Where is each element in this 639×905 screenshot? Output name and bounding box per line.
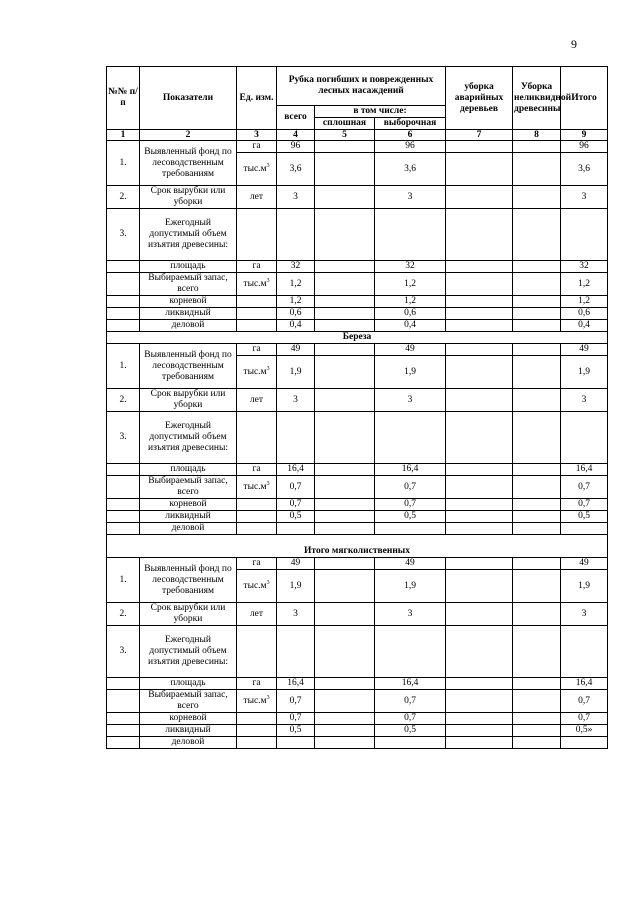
value-itogo: [561, 523, 608, 535]
empty-cell: [561, 209, 608, 261]
empty-cell: [561, 412, 608, 464]
value-itogo: 3: [561, 603, 608, 626]
header-selective: выборочная: [375, 118, 446, 130]
row-number: [107, 296, 140, 308]
value-solid: [315, 725, 375, 737]
unit: [237, 356, 277, 389]
value-itogo: 49: [561, 558, 608, 570]
value-itogo: 1,2: [561, 273, 608, 296]
value-emergency: [446, 389, 513, 412]
value-total: 49: [277, 558, 315, 570]
value-total: 1,9: [277, 356, 315, 389]
value-itogo: 0,5»: [561, 725, 608, 737]
value-itogo: 16,4: [561, 464, 608, 476]
label-area: площадь: [140, 464, 237, 476]
unit: [237, 713, 277, 725]
value-selective: 0,7: [375, 690, 446, 713]
header-indicators: Показатели: [140, 67, 237, 130]
label-root: корневой: [140, 713, 237, 725]
unit-label: тыс.м: [243, 695, 267, 706]
value-emergency: [446, 570, 513, 603]
empty-cell: [237, 626, 277, 678]
value-selective: 3,6: [375, 153, 446, 186]
row-number: 1.: [107, 141, 140, 186]
table-row: [107, 261, 608, 273]
value-total: 32: [277, 261, 315, 273]
value-itogo: 0,7: [561, 690, 608, 713]
value-emergency: [446, 737, 513, 749]
unit: [237, 511, 277, 523]
value-itogo: 0,7: [561, 499, 608, 511]
label-term: Срок вырубки или уборки: [140, 389, 237, 412]
label-annual: Ежегодный допустимый объем изъятия древесины:: [140, 209, 237, 261]
label-annual: Ежегодный допустимый объем изъятия древесины:: [140, 626, 237, 678]
empty-cell: [315, 209, 375, 261]
label-area: площадь: [140, 678, 237, 690]
value-solid: [315, 308, 375, 320]
value-solid: [315, 499, 375, 511]
value-illiquid: [513, 296, 561, 308]
empty-cell: [315, 626, 375, 678]
unit: га: [237, 141, 277, 153]
unit: га: [237, 344, 277, 356]
row-number: 3.: [107, 626, 140, 678]
col-num: 7: [446, 130, 513, 141]
unit: [237, 523, 277, 535]
table-row: [107, 737, 608, 749]
empty-cell: [277, 626, 315, 678]
unit: га: [237, 261, 277, 273]
table-row: [107, 332, 608, 344]
empty-cell: [446, 626, 513, 678]
table-row: [107, 141, 608, 153]
unit-superscript: 3: [266, 480, 270, 487]
label-liquid: ликвидный: [140, 725, 237, 737]
value-illiquid: [513, 141, 561, 153]
row-number: [107, 464, 140, 476]
value-selective: 1,2: [375, 296, 446, 308]
col-num: 5: [315, 130, 375, 141]
value-selective: 0,7: [375, 476, 446, 499]
label-annual: Ежегодный допустимый объем изъятия древесины:: [140, 412, 237, 464]
value-selective: 49: [375, 344, 446, 356]
row-number: [107, 523, 140, 535]
value-itogo: 0,5: [561, 511, 608, 523]
value-solid: [315, 153, 375, 186]
value-total: 0,6: [277, 308, 315, 320]
value-solid: [315, 690, 375, 713]
value-emergency: [446, 141, 513, 153]
unit: [237, 690, 277, 713]
value-selective: 16,4: [375, 678, 446, 690]
value-selective: 16,4: [375, 464, 446, 476]
value-illiquid: [513, 320, 561, 332]
value-total: 0,7: [277, 476, 315, 499]
value-total: [277, 523, 315, 535]
empty-cell: [375, 412, 446, 464]
value-selective: [375, 737, 446, 749]
empty-cell: [375, 626, 446, 678]
value-total: [277, 737, 315, 749]
table-row: [107, 690, 608, 713]
label-found-fund: Выявленный фонд по лесоводственным требованиям: [140, 344, 237, 389]
row-number: [107, 725, 140, 737]
empty-cell: [237, 412, 277, 464]
value-illiquid: [513, 273, 561, 296]
value-selective: 0,5: [375, 725, 446, 737]
unit-label: тыс.м: [243, 366, 267, 377]
value-emergency: [446, 725, 513, 737]
value-itogo: 0,6: [561, 308, 608, 320]
value-illiquid: [513, 690, 561, 713]
value-illiquid: [513, 464, 561, 476]
empty-cell: [277, 209, 315, 261]
value-selective: 0,4: [375, 320, 446, 332]
unit-superscript: 3: [266, 579, 270, 586]
unit: [237, 320, 277, 332]
header-solid: сплошная: [315, 118, 375, 130]
row-number: 2.: [107, 603, 140, 626]
value-selective: 0,6: [375, 308, 446, 320]
table-row: [107, 296, 608, 308]
value-solid: [315, 570, 375, 603]
unit: лет: [237, 389, 277, 412]
label-business: деловой: [140, 737, 237, 749]
value-illiquid: [513, 153, 561, 186]
value-itogo: 0,7: [561, 476, 608, 499]
value-emergency: [446, 690, 513, 713]
unit-label: тыс.м: [243, 580, 267, 591]
row-number: [107, 320, 140, 332]
value-illiquid: [513, 389, 561, 412]
value-solid: [315, 356, 375, 389]
header-all: всего: [277, 106, 315, 130]
empty-cell: [513, 626, 561, 678]
row-number: [107, 273, 140, 296]
unit: га: [237, 558, 277, 570]
table-row: [107, 603, 608, 626]
value-solid: [315, 558, 375, 570]
label-found-fund: Выявленный фонд по лесоводственным требованиям: [140, 141, 237, 186]
label-stock: Выбираемый запас, всего: [140, 273, 237, 296]
value-total: 0,7: [277, 713, 315, 725]
value-solid: [315, 141, 375, 153]
header-illiquid-wood: Уборка неликвидной древесины: [513, 67, 561, 130]
value-itogo: 32: [561, 261, 608, 273]
value-solid: [315, 389, 375, 412]
value-illiquid: [513, 261, 561, 273]
value-total: 1,9: [277, 570, 315, 603]
empty-cell: [315, 412, 375, 464]
value-itogo: 0,4: [561, 320, 608, 332]
value-emergency: [446, 558, 513, 570]
value-illiquid: [513, 725, 561, 737]
table-row: [107, 209, 608, 261]
value-total: 0,5: [277, 511, 315, 523]
value-total: 0,4: [277, 320, 315, 332]
unit: [237, 737, 277, 749]
unit-superscript: 3: [266, 365, 270, 372]
value-total: 3: [277, 603, 315, 626]
unit-label: тыс.м: [243, 278, 267, 289]
row-number: 1.: [107, 558, 140, 603]
table-row: [107, 186, 608, 209]
row-number: [107, 308, 140, 320]
value-itogo: 96: [561, 141, 608, 153]
value-solid: [315, 344, 375, 356]
empty-cell: [561, 626, 608, 678]
label-business: деловой: [140, 320, 237, 332]
value-emergency: [446, 476, 513, 499]
empty-cell: [513, 209, 561, 261]
table-row: [107, 308, 608, 320]
value-emergency: [446, 261, 513, 273]
value-itogo: 3,6: [561, 153, 608, 186]
felling-table: [106, 66, 608, 749]
table-row: [107, 713, 608, 725]
header-number: №№ п/п: [107, 67, 140, 130]
unit-label: тыс.м: [243, 481, 267, 492]
row-number: [107, 678, 140, 690]
value-selective: 32: [375, 261, 446, 273]
empty-cell: [513, 412, 561, 464]
value-itogo: 3: [561, 186, 608, 209]
row-number: 1.: [107, 344, 140, 389]
row-number: [107, 476, 140, 499]
value-solid: [315, 523, 375, 535]
value-total: 0,7: [277, 690, 315, 713]
value-solid: [315, 713, 375, 725]
value-emergency: [446, 603, 513, 626]
header-including: в том числе:: [315, 106, 446, 118]
value-emergency: [446, 523, 513, 535]
value-total: 49: [277, 344, 315, 356]
value-total: 1,2: [277, 296, 315, 308]
value-total: 16,4: [277, 678, 315, 690]
table-row: [107, 476, 608, 499]
header-total: Итого: [561, 67, 608, 130]
value-solid: [315, 273, 375, 296]
header-felling-group: Рубка погибших и поврежденных лесных насаждений: [277, 67, 446, 106]
value-total: 3: [277, 389, 315, 412]
value-solid: [315, 320, 375, 332]
value-total: 0,7: [277, 499, 315, 511]
value-illiquid: [513, 356, 561, 389]
value-selective: 0,7: [375, 713, 446, 725]
value-illiquid: [513, 308, 561, 320]
col-num: 2: [140, 130, 237, 141]
value-selective: 1,2: [375, 273, 446, 296]
section-title: Береза: [107, 332, 608, 344]
value-emergency: [446, 344, 513, 356]
row-number: 2.: [107, 186, 140, 209]
header-emergency-trees: уборка аварийных деревьев: [446, 67, 513, 130]
value-solid: [315, 603, 375, 626]
label-root: корневой: [140, 296, 237, 308]
unit: [237, 153, 277, 186]
row-number: [107, 713, 140, 725]
value-solid: [315, 464, 375, 476]
value-total: 16,4: [277, 464, 315, 476]
value-emergency: [446, 499, 513, 511]
value-emergency: [446, 296, 513, 308]
value-emergency: [446, 511, 513, 523]
value-illiquid: [513, 499, 561, 511]
unit-superscript: 3: [266, 277, 270, 284]
row-number: [107, 737, 140, 749]
value-illiquid: [513, 344, 561, 356]
value-emergency: [446, 678, 513, 690]
value-itogo: 16,4: [561, 678, 608, 690]
value-illiquid: [513, 678, 561, 690]
col-num: 9: [561, 130, 608, 141]
value-selective: 49: [375, 558, 446, 570]
value-illiquid: [513, 511, 561, 523]
empty-cell: [375, 209, 446, 261]
value-solid: [315, 476, 375, 499]
unit: [237, 273, 277, 296]
value-itogo: [561, 737, 608, 749]
table-row: [107, 464, 608, 476]
value-itogo: 1,2: [561, 296, 608, 308]
table-row: [107, 412, 608, 464]
value-total: 0,5: [277, 725, 315, 737]
table-row: [107, 511, 608, 523]
table-row: [107, 725, 608, 737]
empty-cell: [446, 209, 513, 261]
header-unit: Ед. изм.: [237, 67, 277, 130]
value-itogo: 1,9: [561, 570, 608, 603]
value-emergency: [446, 308, 513, 320]
row-number: 3.: [107, 209, 140, 261]
col-num: 3: [237, 130, 277, 141]
unit-superscript: 3: [266, 162, 270, 169]
col-num: 1: [107, 130, 140, 141]
label-stock: Выбираемый запас, всего: [140, 690, 237, 713]
table-row: [107, 535, 608, 558]
value-illiquid: [513, 737, 561, 749]
table-row: [107, 678, 608, 690]
row-number: 2.: [107, 389, 140, 412]
value-illiquid: [513, 603, 561, 626]
unit: га: [237, 464, 277, 476]
value-itogo: 0,7: [561, 713, 608, 725]
unit: [237, 499, 277, 511]
unit: лет: [237, 186, 277, 209]
label-root: корневой: [140, 499, 237, 511]
row-number: [107, 261, 140, 273]
value-selective: 0,7: [375, 499, 446, 511]
label-liquid: ликвидный: [140, 511, 237, 523]
label-term: Срок вырубки или уборки: [140, 186, 237, 209]
empty-cell: [277, 412, 315, 464]
unit: [237, 296, 277, 308]
value-emergency: [446, 464, 513, 476]
value-emergency: [446, 356, 513, 389]
value-illiquid: [513, 523, 561, 535]
value-selective: [375, 523, 446, 535]
table-row: [107, 626, 608, 678]
label-area: площадь: [140, 261, 237, 273]
table-row: [107, 523, 608, 535]
value-illiquid: [513, 713, 561, 725]
unit-superscript: 3: [266, 694, 270, 701]
unit: га: [237, 678, 277, 690]
table-row: [107, 389, 608, 412]
value-selective: 1,9: [375, 570, 446, 603]
value-emergency: [446, 273, 513, 296]
row-number: 3.: [107, 412, 140, 464]
value-total: 96: [277, 141, 315, 153]
value-solid: [315, 511, 375, 523]
value-illiquid: [513, 476, 561, 499]
value-itogo: 49: [561, 344, 608, 356]
value-solid: [315, 737, 375, 749]
value-selective: 3: [375, 389, 446, 412]
value-solid: [315, 678, 375, 690]
row-number: [107, 511, 140, 523]
value-solid: [315, 296, 375, 308]
label-found-fund: Выявленный фонд по лесоводственным требованиям: [140, 558, 237, 603]
col-num: 4: [277, 130, 315, 141]
value-illiquid: [513, 570, 561, 603]
table-row: [107, 558, 608, 570]
label-stock: Выбираемый запас, всего: [140, 476, 237, 499]
value-emergency: [446, 153, 513, 186]
value-illiquid: [513, 558, 561, 570]
empty-cell: [446, 412, 513, 464]
unit: [237, 725, 277, 737]
label-liquid: ликвидный: [140, 308, 237, 320]
table-row: [107, 499, 608, 511]
value-itogo: 1,9: [561, 356, 608, 389]
value-itogo: 3: [561, 389, 608, 412]
unit-label: тыс.м: [243, 163, 267, 174]
value-illiquid: [513, 186, 561, 209]
value-total: 3,6: [277, 153, 315, 186]
value-selective: 96: [375, 141, 446, 153]
label-business: деловой: [140, 523, 237, 535]
value-emergency: [446, 713, 513, 725]
value-total: 3: [277, 186, 315, 209]
unit: [237, 570, 277, 603]
page-number: 9: [571, 37, 577, 51]
col-num: 8: [513, 130, 561, 141]
value-selective: 1,9: [375, 356, 446, 389]
value-emergency: [446, 320, 513, 332]
row-number: [107, 499, 140, 511]
value-solid: [315, 261, 375, 273]
value-total: 1,2: [277, 273, 315, 296]
unit: лет: [237, 603, 277, 626]
table-row: [107, 320, 608, 332]
empty-cell: [237, 209, 277, 261]
value-selective: 3: [375, 603, 446, 626]
label-term: Срок вырубки или уборки: [140, 603, 237, 626]
value-selective: 0,5: [375, 511, 446, 523]
value-emergency: [446, 186, 513, 209]
section-title: Итого мягколиственных: [107, 535, 608, 558]
value-solid: [315, 186, 375, 209]
row-number: [107, 690, 140, 713]
table-row: [107, 273, 608, 296]
table-row: [107, 344, 608, 356]
unit: [237, 308, 277, 320]
unit: [237, 476, 277, 499]
value-selective: 3: [375, 186, 446, 209]
col-num: 6: [375, 130, 446, 141]
